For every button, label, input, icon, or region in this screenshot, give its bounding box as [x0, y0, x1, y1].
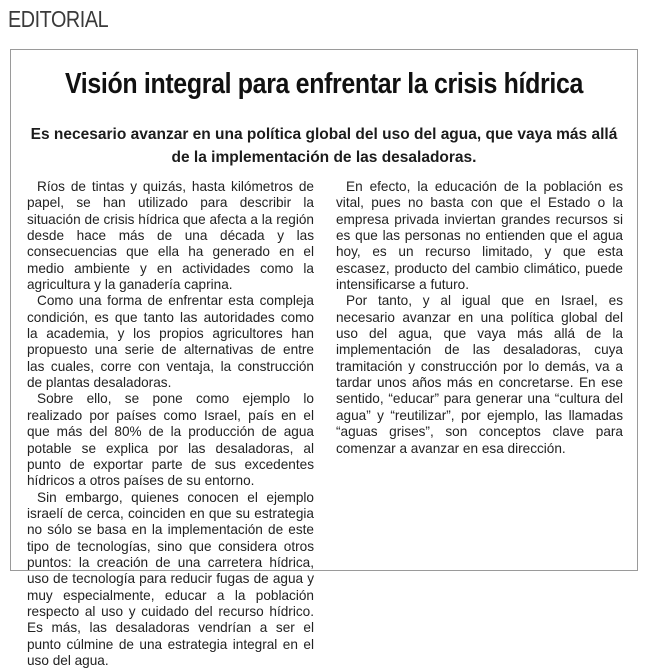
column-left — [27, 179, 314, 669]
column-right — [336, 179, 623, 457]
section-label: EDITORIAL — [8, 6, 109, 32]
paragraph-4: Sin embargo, quienes conocen el ejemplo israelí de cerca, coinciden en que su estrategia no sólo se basa en la implementación de este tipo de tecnologías, sino que considera otros puntos: la creación de una carretera hídrica, uso de tecnología para reducir fugas de agua y muy especialmente, educar a la población respecto al uso y cuidado del recurso hídrico. Es más, las desaladoras vendrían a ser el punto cúlmine de una estrategia integral en el uso del agua. — [27, 489, 314, 668]
deck-subtitle: Es necesario avanzar en una política global del uso del agua, que vaya más allá de la implementación de las desaladoras. — [30, 126, 618, 166]
paragraph-3: Sobre ello, se pone como ejemplo lo realizado por países como Israel, país en el que más del 80% de la producción de agua potable se explica por las desaladoras, al punto de exportar parte de sus excedentes hídricos a otros países de su entorno. — [27, 391, 314, 489]
paragraph-6: Por tanto, y al igual que en Israel, es necesario avanzar en una política global del uso del agua, que vaya más allá de la implementación de las desaladoras, cuya tramitación y construcción por lo demás, va a tardar unos años más en concretarse. En ese sentido, “educar” para generar una “cultura del agua” y “reutilizar”, por ejemplo, las llamadas “aguas grises”, son conceptos clave para comenzar a avanzar en esa dirección. — [336, 293, 623, 456]
paragraph-1: Ríos de tintas y quizás, hasta kilómetros de papel, se han utilizado para describir la situación de crisis hídrica que afecta a la región desde hace más de una década y las consecuencias que ella ha generado en el medio ambiente y en actividades como la agricultura y la ganadería caprina. — [27, 179, 314, 293]
paragraph-2: Como una forma de enfrentar esta compleja condición, es que tanto las autoridades como la academia, y los propios agricultores han propuesto una serie de alternativas de entre las cuales, corre con ventaja, la construcción de plantas desaladoras. — [27, 293, 314, 391]
paragraph-5: En efecto, la educación de la población es vital, pues no basta con que el Estado o la empresa privada inviertan grandes recursos si es que las personas no entienden que el agua hoy, es un recurso limitado, y que esta escasez, producto del cambio climático, puede intensificarse a futuro. — [336, 179, 623, 293]
headline: Visión integral para enfrentar la crisis hídrica — [64, 68, 584, 100]
editorial-box — [10, 49, 638, 668]
